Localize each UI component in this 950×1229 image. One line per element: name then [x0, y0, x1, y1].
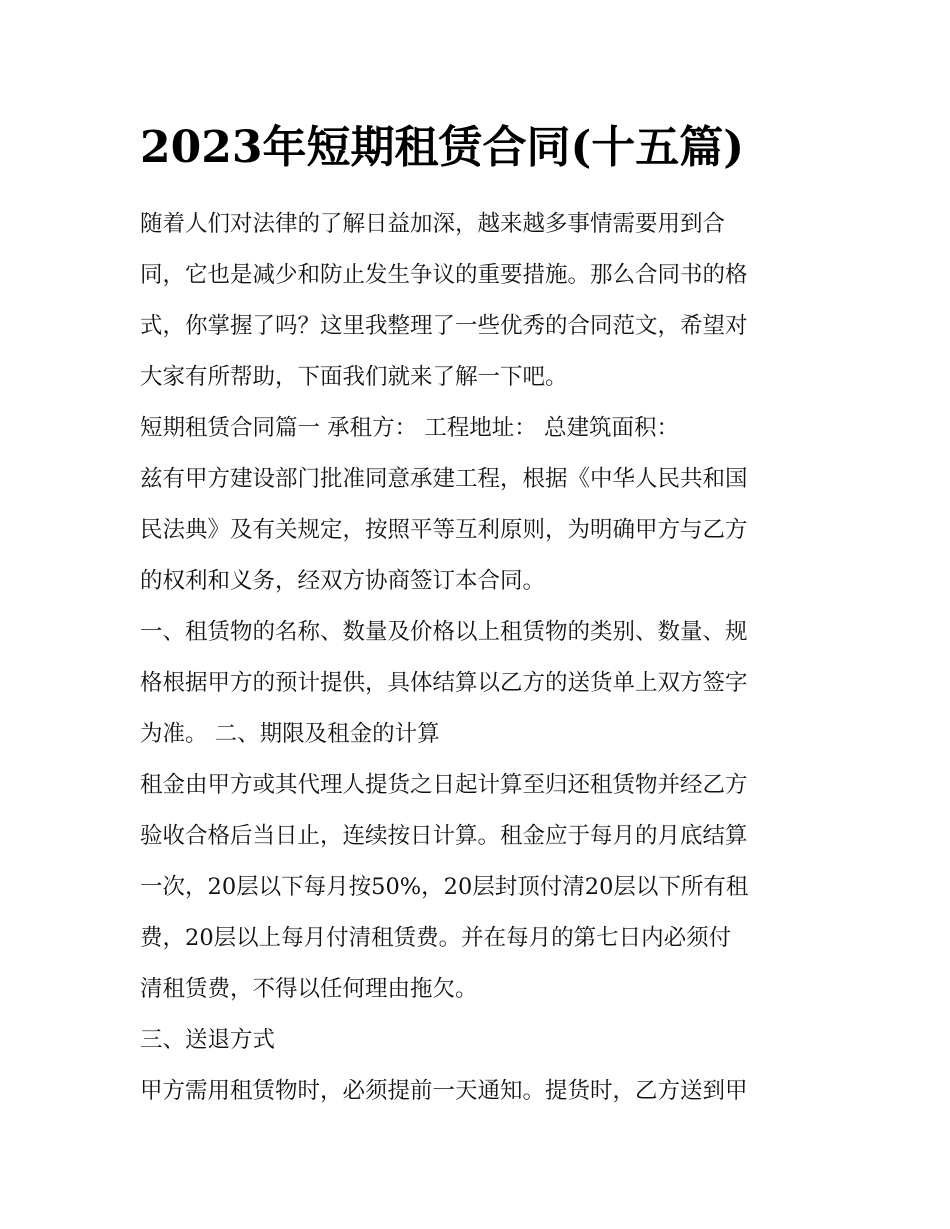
body-line: 为准。 二、期限及租金的计算 [140, 721, 440, 747]
body-line: 短期租赁合同篇一 承租方： 工程地址： 总建筑面积： [140, 415, 679, 441]
body-line: 验收合格后当日止，连续按日计算。租金应于每月的月底结算 [140, 823, 748, 849]
body-line: 式，你掌握了吗？这里我整理了一些优秀的合同范文，希望对 [140, 313, 748, 339]
body-line: 一、租赁物的名称、数量及价格以上租赁物的类别、数量、规 [140, 619, 748, 645]
body-line: 一次，20层以下每月按50%，20层封顶付清20层以下所有租 [140, 874, 749, 900]
body-line: 费，20层以上每月付清租赁费。并在每月的第七日内必须付 [140, 925, 732, 951]
body-line: 同，它也是减少和防止发生争议的重要措施。那么合同书的格 [140, 262, 748, 288]
body-line: 三、送退方式 [140, 1027, 276, 1053]
body-line: 的权利和义务，经双方协商签订本合同。 [140, 568, 546, 594]
body-line: 兹有甲方建设部门批准同意承建工程，根据《中华人民共和国 [140, 466, 748, 492]
body-line: 格根据甲方的预计提供，具体结算以乙方的送货单上双方签字 [140, 670, 748, 696]
body-line: 清租赁费，不得以任何理由拖欠。 [140, 976, 478, 1002]
document-title: 2023年短期租赁合同(十五篇) [140, 122, 745, 173]
body-line: 甲方需用租赁物时，必须提前一天通知。提货时，乙方送到甲 [140, 1078, 748, 1104]
body-line: 民法典》及有关规定，按照平等互利原则，为明确甲方与乙方 [140, 517, 748, 543]
body-line: 租金由甲方或其代理人提货之日起计算至归还租赁物并经乙方 [140, 772, 748, 798]
body-line: 大家有所帮助，下面我们就来了解一下吧。 [140, 364, 568, 390]
body-line: 随着人们对法律的了解日益加深，越来越多事情需要用到合 [140, 211, 726, 237]
